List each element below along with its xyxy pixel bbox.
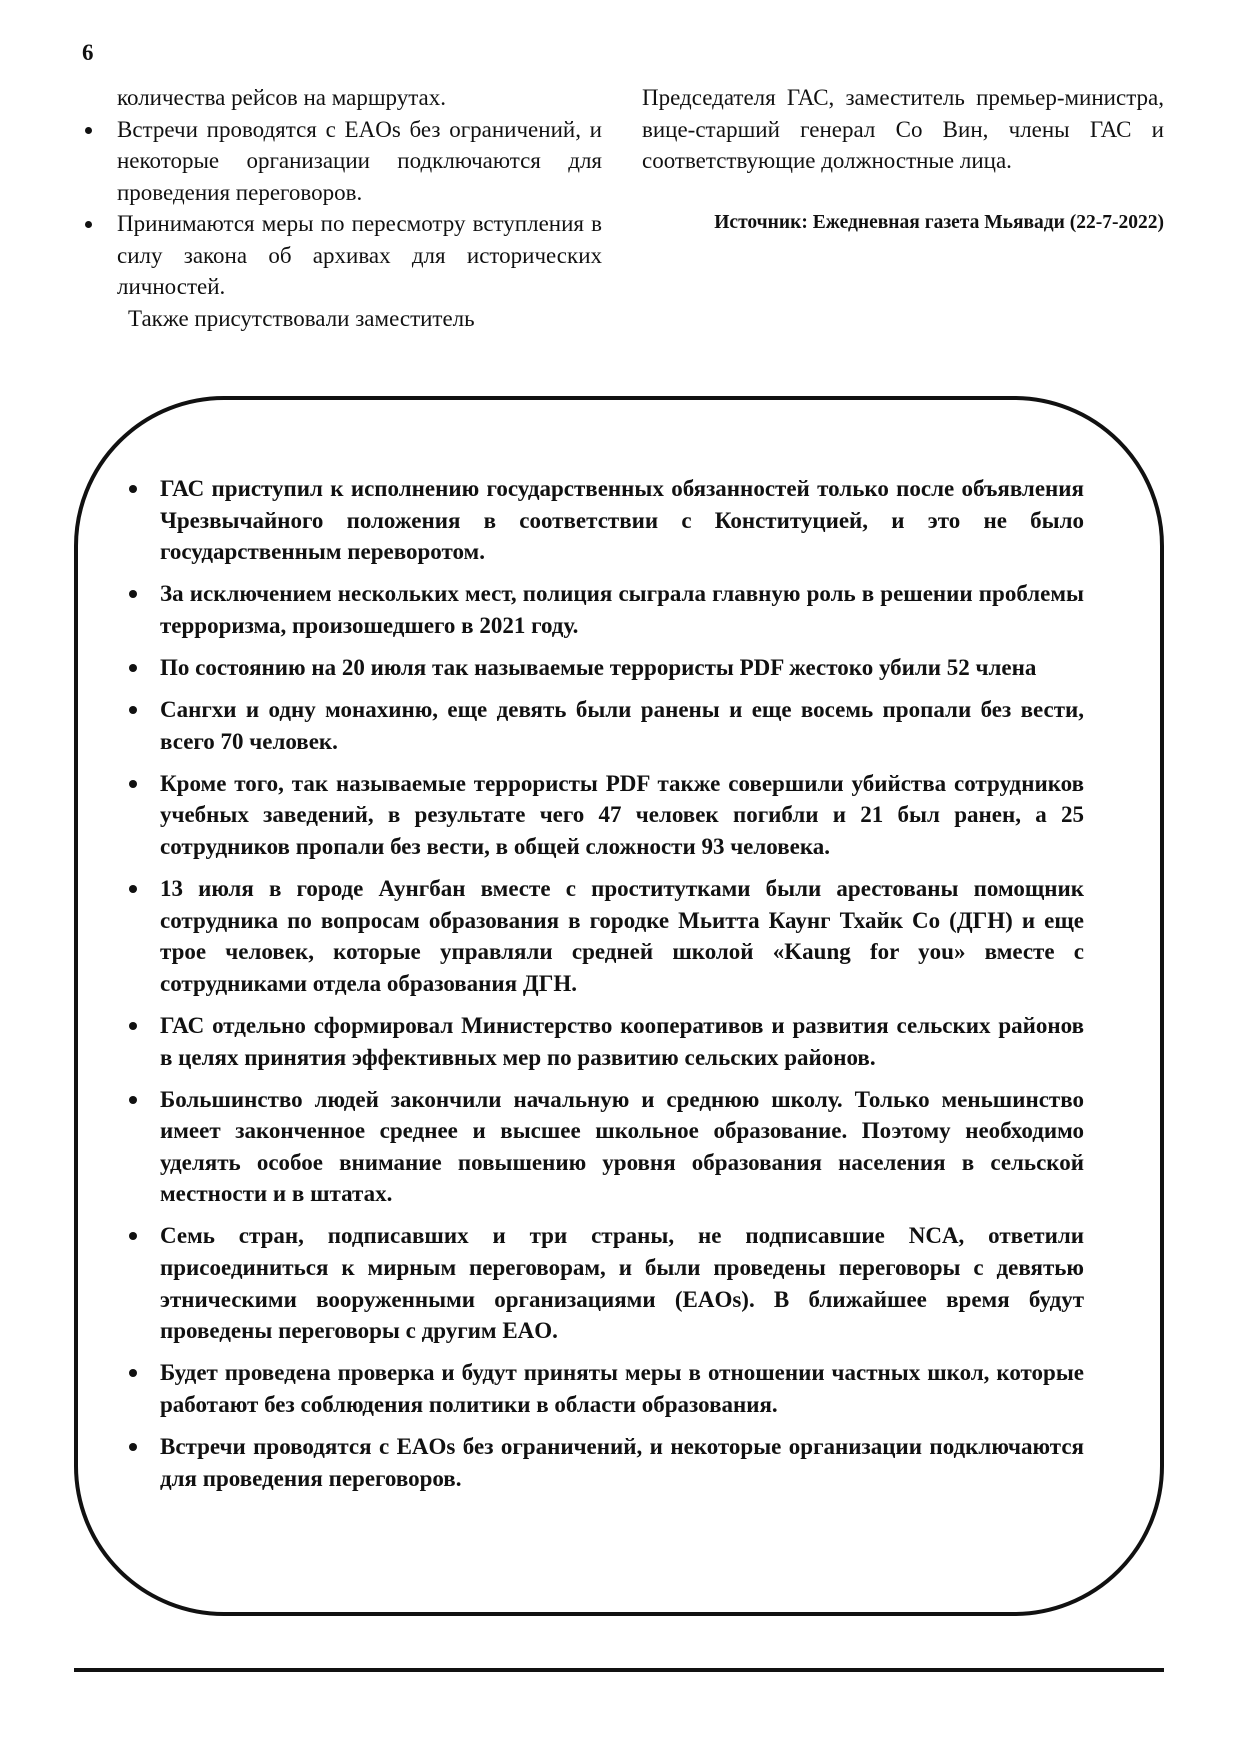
list-item: Будет проведена проверка и будут приняты меры в отношении частных школ, которые работают без соблюдения политики в области образования.	[122, 1357, 1084, 1420]
left-column	[82, 82, 602, 334]
footer-rule	[74, 1668, 1164, 1672]
list-item: По состоянию на 20 июля так называемые террористы PDF жестоко убили 52 члена	[122, 652, 1084, 684]
list-item: 13 июля в городе Аунгбан вместе с проститутками были арестованы помощник сотрудника по вопросам образования в городке Мьитта Каунг Тхайк Со (ДГН) и еще трое человек, которые управляли средней школой «Kaung for you» вместе с сотрудниками отдела образования ДГН.	[122, 873, 1084, 999]
list-item: ГАС отдельно сформировал Министерство кооперативов и развития сельских районов в целях принятия эффективных мер по развитию сельских районов.	[122, 1010, 1084, 1073]
list-item: Сангхи и одну монахиню, еще девять были ранены и еще восемь пропали без вести, всего 70 человек.	[122, 694, 1084, 757]
list-item: Встречи проводятся с EAOs без ограничений, и некоторые организации подключаются для проведения переговоров.	[82, 114, 602, 209]
summary-box	[74, 396, 1164, 1616]
list-item: Принимаются меры по пересмотру вступления в силу закона об архивах для исторических личностей.	[82, 208, 602, 303]
summary-list	[122, 473, 1084, 1505]
list-item: Встречи проводятся с EAOs без ограничений, и некоторые организации подключаются для проведения переговоров.	[122, 1431, 1084, 1494]
continuation-text: количества рейсов на маршрутах.	[117, 85, 447, 110]
closing-text: Также присутствовали заместитель	[128, 305, 475, 331]
list-item: Семь стран, подписавших и три страны, не подписавшие NCA, ответили присоединиться к мирным переговорам, и были проведены переговоры с девятью этническими вооруженными организациями (EAOs). В ближайшее время будут проведены переговоры с другим EAO.	[122, 1220, 1084, 1346]
left-bullet-list	[82, 114, 602, 303]
list-item: За исключением нескольких мест, полиция сыграла главную роль в решении проблемы терроризма, произошедшего в 2021 году.	[122, 578, 1084, 641]
page-number: 6	[82, 40, 94, 65]
list-item: Большинство людей закончили начальную и среднюю школу. Только меньшинство имеет законченное среднее и высшее школьное образование. Поэтому необходимо уделять особое внимание повышению уровня образования населения в сельской местности и в штатах.	[122, 1084, 1084, 1210]
list-item: Кроме того, так называемые террористы PDF также совершили убийства сотрудников учебных заведений, в результате чего 47 человек погибли и 21 был ранен, а 25 сотрудников пропали без вести, в общей сложности 93 человека.	[122, 768, 1084, 863]
paragraph: Председателя ГАС, заместитель премьер-министра, вице-старший генерал Со Вин, члены ГАС и соответствующие должностные лица.	[642, 85, 1164, 173]
right-column	[642, 82, 1164, 238]
source-citation: Источник: Ежедневная газета Мьявади (22-7-2022)	[714, 211, 1164, 233]
list-item: ГАС приступил к исполнению государственных обязанностей только после объявления Чрезвычайного положения в соответствии с Конституцией, и это не было государственным переворотом.	[122, 473, 1084, 568]
